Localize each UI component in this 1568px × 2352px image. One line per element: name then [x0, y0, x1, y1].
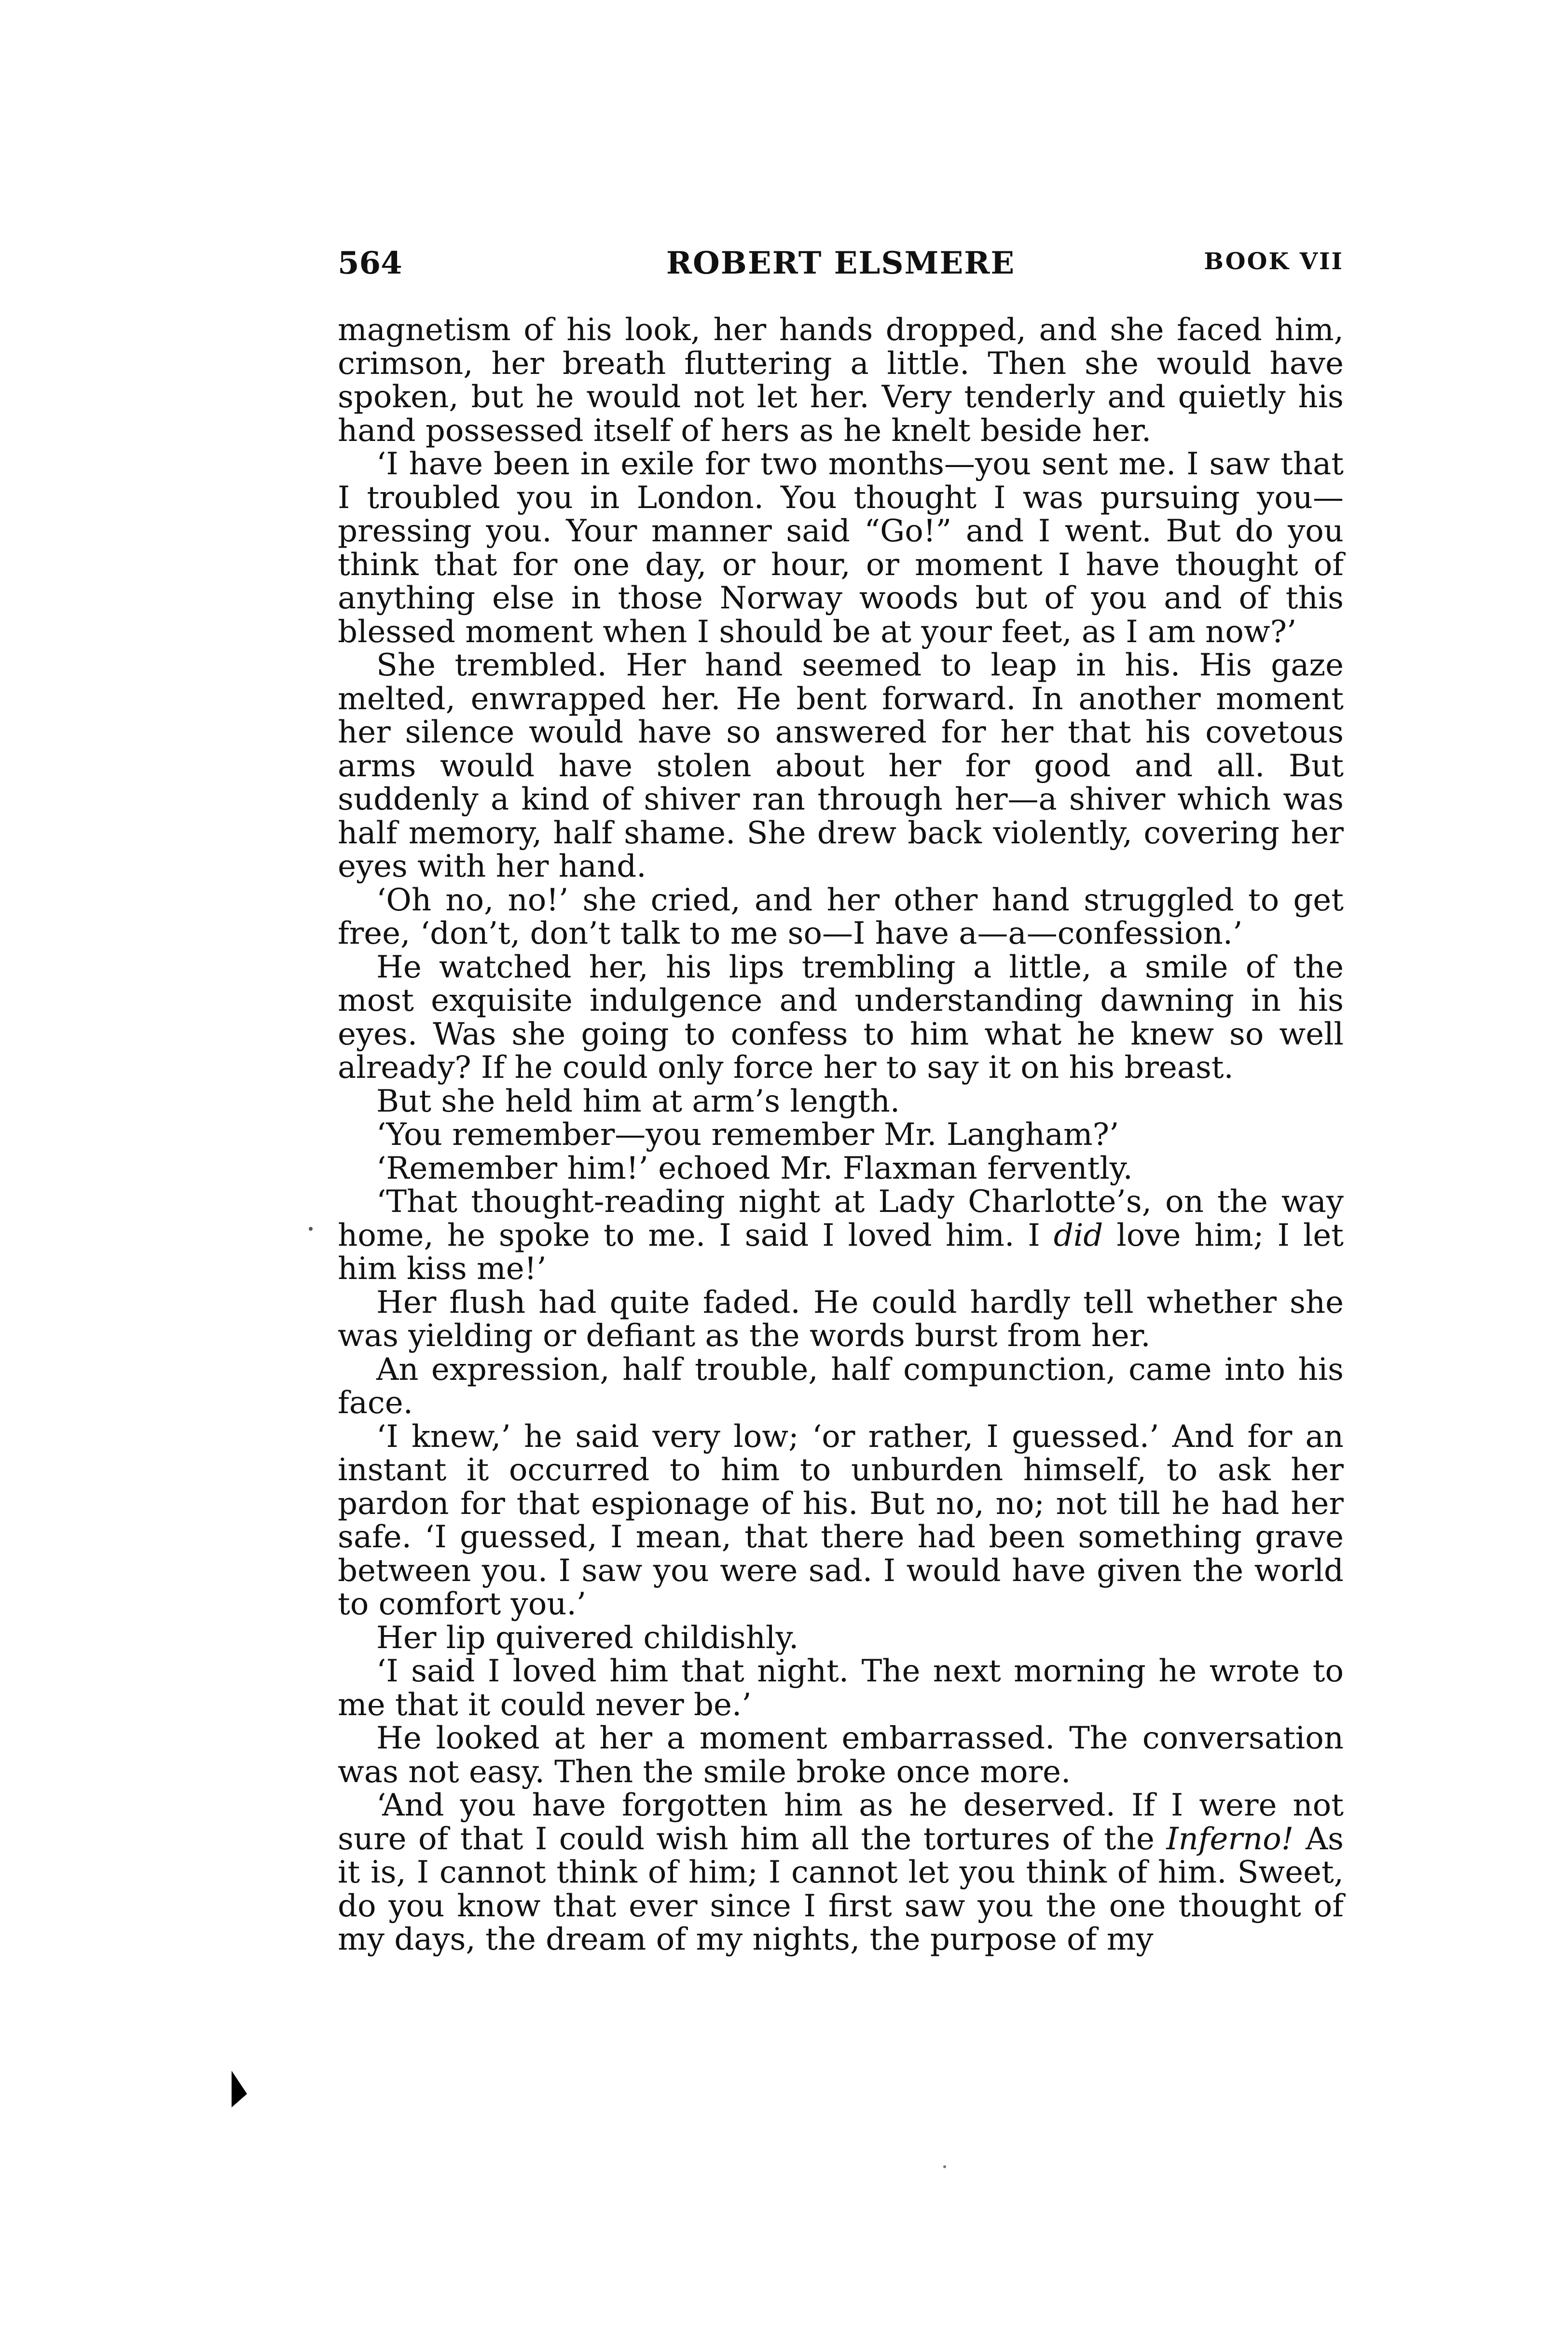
paragraph: An expression, half trouble, half compunction, came into his face. [338, 1351, 1344, 1421]
page-number: 564 [338, 245, 402, 281]
margin-speck [309, 1227, 313, 1231]
running-title: ROBERT ELSMERE [666, 245, 1016, 281]
paragraph: ‘Oh no, no!’ she cried, and her other hand struggled to get free, ‘don’t, don’t talk to me so—I have a—a—confession.’ [338, 882, 1344, 951]
page-turn-marker-icon [232, 2071, 247, 2107]
running-header [338, 245, 1344, 289]
section-label: BOOK VII [1204, 248, 1344, 275]
paragraph: But she held him at arm’s length. [376, 1083, 900, 1119]
paragraph: Her flush had quite faded. He could hardly tell whether she was yielding or defiant as the words burst from her. [338, 1284, 1344, 1354]
paragraph: magnetism of his look, her hands dropped, and she faced him, crimson, her breath fluttering a little. Then she would have spoken, but he would not let her. Very tenderly and quietly his hand possessed itself of hers as he knelt beside her. [338, 312, 1344, 449]
paragraph: Her lip quivered childishly. [376, 1620, 799, 1656]
paragraph: He looked at her a moment embarrassed. The conversation was not easy. Then the smile broke once more. [338, 1720, 1344, 1790]
italic-emphasis: did [1053, 1217, 1103, 1253]
italic-emphasis: Inferno! [1166, 1821, 1294, 1857]
footer-speck [943, 2165, 946, 2168]
paragraph: ‘That thought-reading night at Lady Charlotte’s, on the way home, he spoke to me. I said I loved him. I did love him; I let him kiss me!’ [338, 1184, 1344, 1287]
paragraph: ‘I knew,’ he said very low; ‘or rather, I guessed.’ And for an instant it occurred to him to unburden himself, to ask her pardon for that espionage of his. But no, no; not till he had her safe. ‘I guessed, I mean, that there had been something grave between you. I saw you were sad. I would have given the world to comfort you.’ [338, 1418, 1344, 1622]
paragraph: ‘I have been in exile for two months—you sent me. I saw that I troubled you in London. You thought I was pursuing you—pressing you. Your manner said “Go!” and I went. But do you think that for one day, or hour, or moment I have thought of anything else in those Norway woods but of you and of this blessed moment when I should be at your feet, as I am now?’ [338, 446, 1344, 650]
paragraph: He watched her, his lips trembling a little, a smile of the most exquisite indulgence and understanding dawning in his eyes. Was she going to confess to him what he knew so well already? If he could only force her to say it on his breast. [338, 949, 1344, 1086]
paragraph: ‘And you have forgotten him as he deserved. If I were not sure of that I could wish him all the tortures of the Inferno! As it is, I cannot think of him; I cannot let you think of him. Sweet, do you know that ever since I first saw you the one thought of my days, the dream of my nights, the purpose of my [338, 1788, 1344, 1957]
paragraph: ‘Remember him!’ echoed Mr. Flaxman fervently. [376, 1150, 1133, 1186]
page-body [338, 314, 1344, 1957]
paragraph: ‘I said I loved him that night. The next morning he wrote to me that it could never be.’ [338, 1653, 1344, 1723]
paragraph: ‘You remember—you remember Mr. Langham?’ [376, 1117, 1119, 1153]
paragraph: She trembled. Her hand seemed to leap in his. His gaze melted, enwrapped her. He bent forward. In another moment her silence would have so answered for her that his covetous arms would have stolen about her for good and all. But suddenly a kind of shiver ran through her—a shiver which was half memory, half shame. She drew back violently, covering her eyes with her hand. [338, 647, 1344, 884]
